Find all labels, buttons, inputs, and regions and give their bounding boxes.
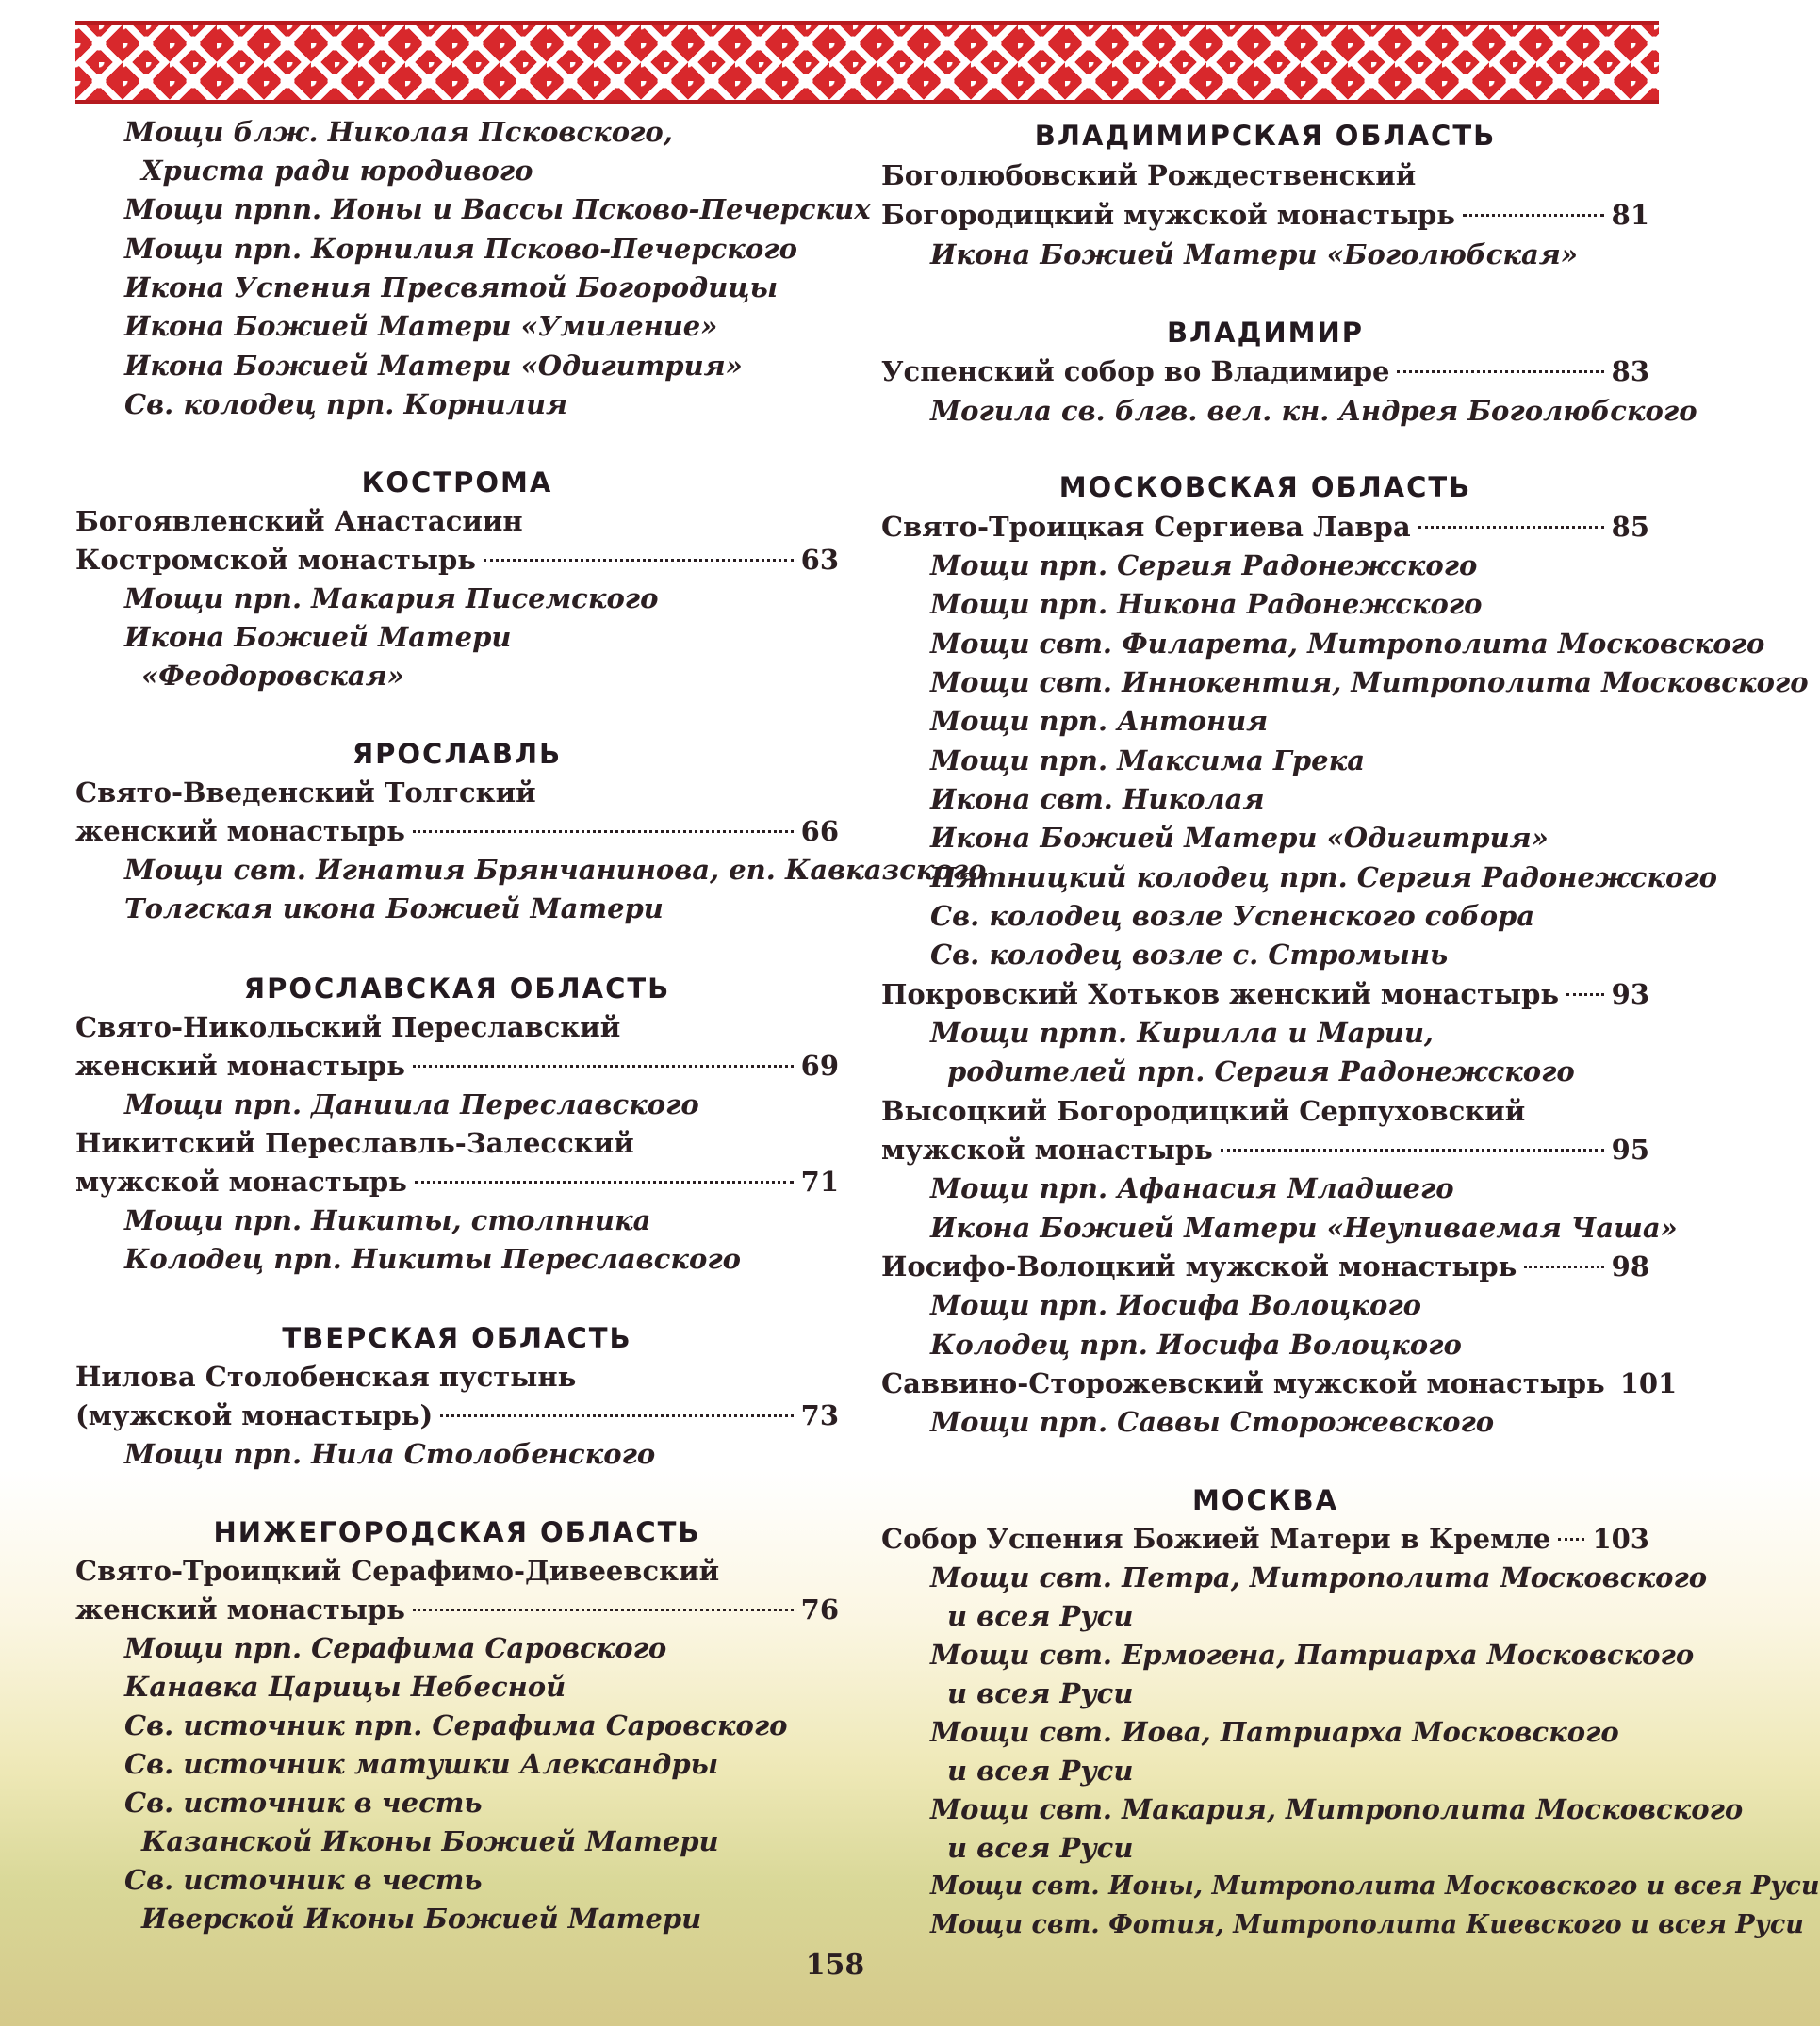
toc-subitem: родителей прп. Сергия Радонежского <box>947 1055 1575 1087</box>
toc-title: Высоцкий Богородицкий Серпуховский <box>881 1095 1526 1127</box>
toc-entry[interactable] <box>881 508 1649 546</box>
toc-subitem: Икона Божией Матери «Одигитрия» <box>124 350 743 382</box>
page-ref: 83 <box>1611 355 1649 387</box>
toc-subitem: Икона Божией Матери «Неупиваемая Чаша» <box>930 1212 1678 1244</box>
toc-subitem: Мощи прп. Антония <box>930 705 1269 737</box>
toc-subitem: Мощи прп. Корнилия Псково-Печерского <box>124 233 797 265</box>
dot-leader <box>484 559 794 562</box>
toc-title: Никитский Переславль-Залесский <box>75 1127 634 1159</box>
toc-subitem: Казанской Иконы Божией Матери <box>141 1825 719 1857</box>
dot-leader <box>1524 1266 1603 1268</box>
toc-entry-text: Покровский Хотьков женский монастырь <box>881 978 1560 1010</box>
page-ref: 71 <box>800 1166 839 1198</box>
toc-subitem: Мощи прп. Серафима Саровского <box>124 1632 667 1664</box>
toc-subitem: Св. источник матушки Александры <box>124 1748 719 1780</box>
toc-subitem: Мощи прп. Никона Радонежского <box>930 588 1483 620</box>
toc-subitem: Мощи свт. Петра, Митрополита Московского <box>930 1561 1708 1593</box>
toc-entry-text: (мужской монастырь) <box>75 1399 434 1431</box>
toc-entry[interactable] <box>881 1364 1678 1402</box>
page-ref: 95 <box>1611 1134 1649 1166</box>
toc-entry[interactable] <box>75 1397 839 1434</box>
page-ref: 101 <box>1619 1367 1678 1399</box>
toc-entry-text: женский монастырь <box>75 1050 405 1082</box>
page-ref: 76 <box>800 1593 839 1626</box>
toc-entry[interactable] <box>75 1047 839 1085</box>
toc-title: Нилова Столобенская пустынь <box>75 1361 577 1393</box>
toc-subitem: Пятницкий колодец прп. Сергия Радонежского <box>930 861 1717 893</box>
toc-subitem: Толгская икона Божией Матери <box>124 892 664 924</box>
toc-subitem: Св. колодец прп. Корнилия <box>124 388 568 420</box>
toc-subitem: Мощи блж. Николая Псковского, <box>124 116 673 148</box>
toc-subitem: Мощи прп. Нила Столобенского <box>124 1438 656 1470</box>
toc-subitem: Св. колодец возле с. Стромынь <box>930 939 1449 971</box>
dot-leader <box>1463 214 1604 217</box>
page-ref: 103 <box>1592 1523 1649 1555</box>
toc-subitem: Икона Божией Матери «Одигитрия» <box>930 822 1549 854</box>
dot-leader <box>1418 526 1604 529</box>
page-ref: 81 <box>1611 199 1649 231</box>
toc-title: Свято-Никольский Переславский <box>75 1011 621 1043</box>
toc-subitem: Мощи прп. Никиты, столпника <box>124 1204 651 1236</box>
toc-entry[interactable] <box>75 541 839 579</box>
section-heading-vladimir-region: ВЛАДИМИРСКАЯ ОБЛАСТЬ <box>1034 120 1497 152</box>
toc-subitem: и всея Руси <box>947 1755 1134 1787</box>
embroidery-ornament-border <box>75 21 1659 104</box>
toc-entry[interactable] <box>75 1163 839 1201</box>
toc-subitem: Икона свт. Николая <box>930 783 1265 815</box>
toc-entry[interactable] <box>75 1591 839 1628</box>
page-ref: 69 <box>800 1050 839 1082</box>
toc-entry-text: Богородицкий мужской монастырь <box>881 199 1455 231</box>
section-heading-nizhny-region: НИЖЕГОРОДСКАЯ ОБЛАСТЬ <box>213 1516 701 1548</box>
toc-title: Свято-Троицкий Серафимо-Дивеевский <box>75 1555 720 1587</box>
page-number: 158 <box>805 1949 865 1982</box>
page-ref: 98 <box>1611 1250 1649 1283</box>
toc-subitem: Мощи прп. Саввы Сторожевского <box>930 1406 1495 1438</box>
toc-subitem: Икона Божией Матери «Умиление» <box>124 310 718 342</box>
toc-subitem: и всея Руси <box>947 1677 1134 1709</box>
toc-entry[interactable] <box>881 196 1649 234</box>
toc-subitem: Мощи прп. Афанасия Младшего <box>930 1172 1454 1204</box>
toc-entry[interactable] <box>881 1131 1649 1168</box>
toc-entry[interactable] <box>881 1520 1649 1558</box>
toc-subitem: и всея Руси <box>947 1600 1134 1632</box>
dot-leader <box>415 1181 794 1184</box>
section-heading-yaroslavl-region: ЯРОСЛАВСКАЯ ОБЛАСТЬ <box>243 972 671 1005</box>
toc-subitem: Колодец прп. Никиты Переславского <box>124 1243 742 1275</box>
dot-leader <box>1558 1538 1584 1541</box>
toc-entry-text: мужской монастырь <box>881 1134 1213 1166</box>
dot-leader <box>413 1065 794 1068</box>
toc-subitem: Иверской Иконы Божией Матери <box>141 1903 702 1935</box>
toc-subitem: Канавка Царицы Небесной <box>124 1671 566 1703</box>
toc-subitem: Мощи свт. Ионы, Митрополита Московского и всея Руси <box>930 1871 1820 1901</box>
page-ref: 63 <box>800 544 839 576</box>
toc-subitem: Мощи свт. Макария, Митрополита Московского <box>930 1793 1744 1825</box>
toc-subitem: Мощи прпп. Ионы и Вассы Псково-Печерских <box>124 193 871 225</box>
toc-subitem: Могила св. блгв. вел. кн. Андрея Боголюбского <box>930 395 1697 427</box>
toc-entry-text: Собор Успения Божией Матери в Кремле <box>881 1523 1551 1555</box>
toc-subitem: Мощи свт. Иова, Патриарха Московского <box>930 1716 1619 1748</box>
toc-subitem: Св. источник в честь <box>124 1864 483 1896</box>
toc-subitem: Мощи прп. Иосифа Волоцкого <box>930 1289 1422 1321</box>
section-heading-vladimir: ВЛАДИМИР <box>1166 317 1365 349</box>
section-heading-yaroslavl: ЯРОСЛАВЛЬ <box>352 738 563 770</box>
toc-entry-text: Саввино-Сторожевский мужской монастырь <box>881 1367 1605 1399</box>
toc-title: Богоявленский Анастасиин <box>75 505 523 537</box>
toc-entry[interactable] <box>881 975 1649 1013</box>
toc-entry-text: мужской монастырь <box>75 1166 407 1198</box>
toc-subitem: Мощи свт. Филарета, Митрополита Московского <box>930 628 1765 660</box>
toc-subitem: Св. источник в честь <box>124 1787 483 1819</box>
toc-entry-text: женский монастырь <box>75 1593 405 1626</box>
section-heading-kostroma: КОСТРОМА <box>361 466 553 498</box>
toc-subitem: Христа ради юродивого <box>141 155 533 187</box>
toc-subitem: и всея Руси <box>947 1832 1134 1864</box>
dot-leader <box>413 830 794 833</box>
toc-entry-text: Успенский собор во Владимире <box>881 355 1390 387</box>
page-ref: 66 <box>800 815 839 847</box>
page-ref: 85 <box>1611 511 1649 543</box>
toc-entry[interactable] <box>881 352 1649 390</box>
toc-subitem: Икона Успения Пресвятой Богородицы <box>124 271 779 303</box>
dot-leader <box>1397 370 1603 373</box>
toc-subitem: Мощи прп. Сергия Радонежского <box>930 549 1478 581</box>
toc-entry-text: женский монастырь <box>75 815 405 847</box>
toc-subitem: Колодец прп. Иосифа Волоцкого <box>930 1329 1462 1361</box>
toc-title: Свято-Введенский Толгский <box>75 776 536 809</box>
toc-subitem: Икона Божией Матери «Боголюбская» <box>930 238 1578 270</box>
toc-subitem: Икона Божией Матери <box>124 621 512 653</box>
toc-subitem: Мощи прпп. Кирилла и Марии, <box>930 1017 1435 1049</box>
toc-subitem: Мощи свт. Ермогена, Патриарха Московского <box>930 1639 1695 1671</box>
toc-entry-text: Иосифо-Волоцкий мужской монастырь <box>881 1250 1517 1283</box>
section-heading-moscow-region: МОСКОВСКАЯ ОБЛАСТЬ <box>1058 471 1472 503</box>
toc-subitem: Мощи свт. Фотия, Митрополита Киевского и всея Руси <box>930 1910 1804 1939</box>
toc-subitem: Св. колодец возле Успенского собора <box>930 900 1535 932</box>
page-ref: 93 <box>1611 978 1649 1010</box>
dot-leader <box>413 1609 794 1611</box>
toc-entry-text: Свято-Троицкая Сергиева Лавра <box>881 511 1411 543</box>
toc-subitem: Мощи свт. Игнатия Брянчанинова, еп. Кавказского <box>124 854 987 886</box>
toc-subitem: Мощи прп. Макария Писемского <box>124 582 659 614</box>
toc-entry[interactable] <box>881 1248 1649 1285</box>
section-heading-moscow: МОСКВА <box>1191 1484 1339 1516</box>
toc-entry[interactable] <box>75 812 839 850</box>
toc-subitem: «Феодоровская» <box>141 660 404 692</box>
toc-subitem: Мощи прп. Даниила Переславского <box>124 1088 699 1120</box>
toc-entry-text: Костромской монастырь <box>75 544 476 576</box>
dot-leader <box>1566 993 1604 996</box>
section-heading-tver-region: ТВЕРСКАЯ ОБЛАСТЬ <box>282 1322 632 1354</box>
page-ref: 73 <box>800 1399 839 1431</box>
toc-subitem: Мощи прп. Максима Грека <box>930 744 1366 776</box>
toc-title: Боголюбовский Рождественский <box>881 159 1417 191</box>
toc-subitem: Св. источник прп. Серафима Саровского <box>124 1709 788 1741</box>
dot-leader <box>1221 1149 1604 1152</box>
toc-subitem: Мощи свт. Иннокентия, Митрополита Московского <box>930 666 1809 698</box>
dot-leader <box>440 1414 793 1417</box>
